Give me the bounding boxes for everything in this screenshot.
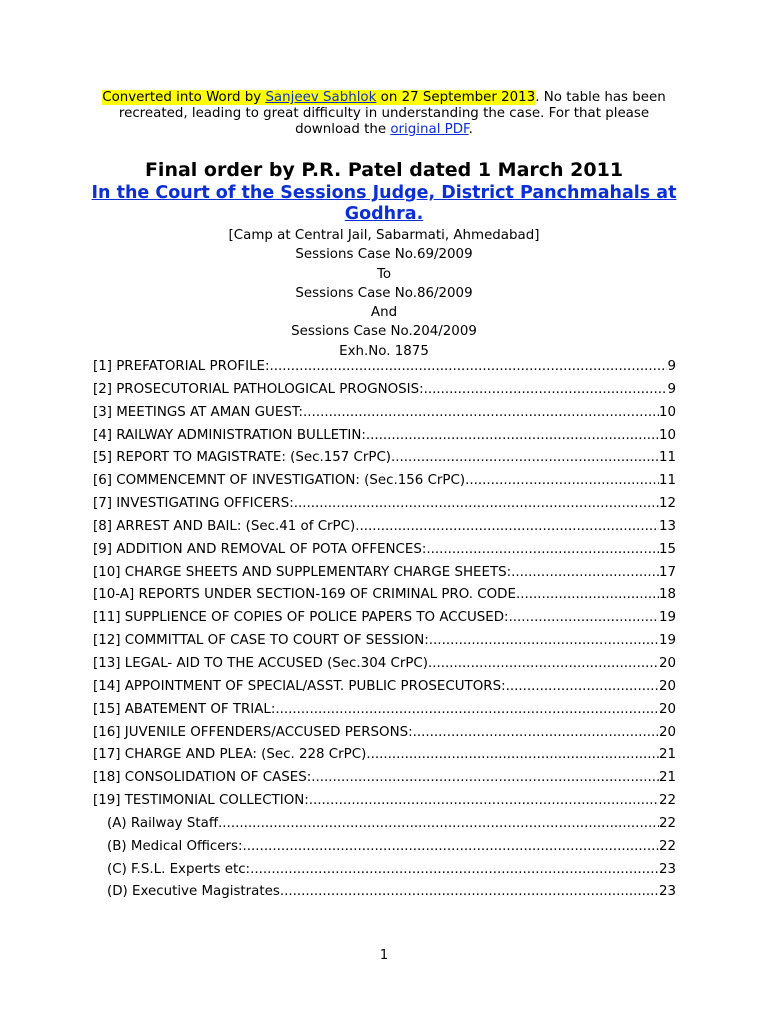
toc-entry-page: 12 [658,496,676,512]
toc-dot-leader [506,679,659,694]
toc-entry-label: [10] CHARGE SHEETS AND SUPPLEMENTARY CHARGE SHEETS: [93,564,512,580]
table-of-contents [93,359,676,907]
page-number: 1 [379,948,389,963]
toc-entry[interactable] [93,702,676,725]
toc-entry-label: [14] APPOINTMENT OF SPECIAL/ASST. PUBLIC PROSECUTORS: [93,678,506,694]
toc-entry-label: [12] COMMITTAL OF CASE TO COURT OF SESSION: [93,633,429,649]
toc-entry[interactable] [93,450,676,473]
toc-entry[interactable] [93,519,676,542]
case-number-additional: Sessions Case No.204/2009 [291,324,477,340]
toc-entry-page: 10 [658,404,676,420]
toc-entry-label: [17] CHARGE AND PLEA: (Sec. 228 CrPC) [93,747,367,763]
toc-entry-label: [10-A] REPORTS UNDER SECTION-169 OF CRIMINAL PRO. CODE [93,587,516,603]
case-conjunction: And [370,305,398,321]
toc-entry[interactable] [93,839,676,862]
court-heading-link[interactable]: In the Court of the Sessions Judge, District Panchmahals at Godhra. [91,183,677,224]
toc-entry-label: [8] ARREST AND BAIL: (Sec.41 of CrPC) [93,518,356,534]
toc-dot-leader [391,450,659,465]
toc-entry-page: 21 [658,770,676,786]
toc-dot-leader [516,587,659,602]
toc-entry[interactable] [93,725,676,748]
toc-entry-page: 9 [667,381,676,397]
toc-entry-page: 10 [658,427,676,443]
toc-entry-page: 22 [658,815,676,831]
toc-entry-label: [2] PROSECUTORIAL PATHOLOGICAL PROGNOSIS: [93,381,424,397]
toc-dot-leader [511,565,659,580]
toc-entry[interactable] [93,793,676,816]
toc-dot-leader [311,770,659,785]
toc-entry-page: 19 [658,633,676,649]
toc-entry-page: 11 [658,450,676,466]
case-range-to: To [376,266,392,282]
toc-entry[interactable] [93,747,676,770]
toc-dot-leader [413,725,659,740]
toc-dot-leader [355,519,659,534]
toc-entry-page: 15 [658,541,676,557]
toc-entry-page: 20 [658,678,676,694]
toc-entry-label: (A) Railway Staff [107,815,219,831]
toc-entry-label: [16] JUVENILE OFFENDERS/ACCUSED PERSONS: [93,724,413,740]
toc-dot-leader [303,405,659,420]
toc-entry-page: 11 [658,473,676,489]
toc-entry[interactable] [93,610,676,633]
toc-entry-label: [6] COMMENCEMNT OF INVESTIGATION: (Sec.156 CrPC) [93,473,466,489]
document-title: Final order by P.R. Patel dated 1 March 2011 [144,159,624,181]
toc-dot-leader [465,473,659,488]
toc-entry-label: (D) Executive Magistrates [107,884,280,900]
toc-entry-label: [1] PREFATORIAL PROFILE: [93,359,270,374]
camp-location: [Camp at Central Jail, Sabarmati, Ahmedabad] [228,228,540,243]
toc-entry-label: (B) Medical Officers: [107,838,243,854]
case-details [90,226,678,361]
toc-entry[interactable] [93,633,676,656]
toc-dot-leader [366,428,659,443]
toc-entry[interactable] [93,496,676,519]
toc-dot-leader [426,542,659,557]
toc-dot-leader [428,656,659,671]
conversion-note [90,90,678,138]
toc-entry[interactable] [93,565,676,588]
toc-entry[interactable] [93,770,676,793]
toc-dot-leader [366,747,659,762]
toc-entry-label: [7] INVESTIGATING OFFICERS: [93,496,294,512]
toc-entry-label: [18] CONSOLIDATION OF CASES: [93,770,312,786]
toc-dot-leader [424,382,668,397]
toc-entry-label: [13] LEGAL- AID TO THE ACCUSED (Sec.304 CrPC) [93,655,428,671]
toc-entry-page: 9 [667,359,676,374]
toc-entry-page: 19 [658,610,676,626]
note-text-3: . [468,122,473,137]
toc-dot-leader [275,702,659,717]
exhibit-number: Exh.No. 1875 [339,343,429,359]
case-number-end: Sessions Case No.86/2009 [295,285,473,301]
toc-entry-page: 17 [658,564,676,580]
toc-entry-page: 18 [658,587,676,603]
toc-entry-label: [4] RAILWAY ADMINISTRATION BULLETIN: [93,427,366,443]
toc-entry-page: 20 [658,724,676,740]
toc-entry[interactable] [93,428,676,451]
toc-entry[interactable] [93,542,676,565]
toc-entry[interactable] [93,382,676,405]
toc-entry-page: 23 [658,861,676,877]
toc-entry[interactable] [93,656,676,679]
toc-entry[interactable] [93,587,676,610]
toc-dot-leader [280,884,659,899]
toc-dot-leader [509,610,659,625]
toc-entry-page: 20 [658,701,676,717]
toc-entry-label: [3] MEETINGS AT AMAN GUEST: [93,404,304,420]
note-text-2: . No table has been recreated, leading to great difficulty in understanding the case. For that please download the [118,90,666,137]
toc-entry-page: 23 [658,884,676,900]
toc-entry-page: 21 [658,747,676,763]
toc-entry[interactable] [93,359,676,382]
toc-entry-label: [9] ADDITION AND REMOVAL OF POTA OFFENCES: [93,541,427,557]
toc-dot-leader [243,839,659,854]
toc-entry[interactable] [93,473,676,496]
conversion-credit-highlight [102,90,535,105]
toc-entry[interactable] [93,816,676,839]
toc-dot-leader [294,496,659,511]
toc-entry-label: (C) F.S.L. Experts etc: [107,861,251,877]
author-link[interactable]: Sanjeev Sabhlok [265,90,377,105]
toc-entry[interactable] [93,884,676,907]
original-pdf-link[interactable]: original PDF [390,122,469,137]
toc-dot-leader [429,633,659,648]
toc-dot-leader [270,359,668,374]
toc-entry-label: [15] ABATEMENT OF TRIAL: [93,701,276,717]
toc-entry[interactable] [93,862,676,885]
toc-dot-leader [218,816,659,831]
toc-entry-label: [11] SUPPLIENCE OF COPIES OF POLICE PAPERS TO ACCUSED: [93,610,509,626]
toc-entry-page: 13 [658,518,676,534]
toc-entry-page: 22 [658,838,676,854]
toc-dot-leader [250,862,659,877]
note-text-1: Converted into Word by [102,90,266,105]
toc-entry-page: 20 [658,655,676,671]
toc-entry-label: [5] REPORT TO MAGISTRATE: (Sec.157 CrPC) [93,450,392,466]
toc-entry[interactable] [93,405,676,428]
note-date: on 27 September 2013 [376,90,536,105]
toc-entry-page: 22 [658,793,676,809]
toc-entry[interactable] [93,679,676,702]
case-number-start: Sessions Case No.69/2009 [295,247,473,263]
toc-entry-label: [19] TESTIMONIAL COLLECTION: [93,793,309,809]
toc-dot-leader [309,793,659,808]
